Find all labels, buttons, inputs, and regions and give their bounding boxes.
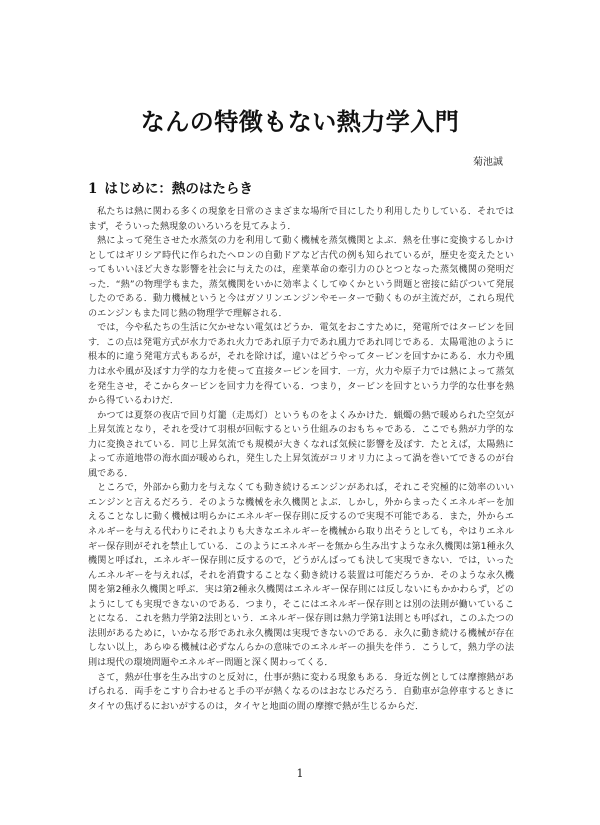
paragraph: 熱によって発生させた水蒸気の力を利用して動く機械を蒸気機関とよぶ．熱を仕事に変換するしかけとしてはギリシア時代に作られたヘロンの自動ドアなど古代の例も知られているが，歴史を変えたといってもいいほど大きな影響を社会に与えたのは，産業革命の牽引力のひとつとなった蒸気機関の発明だった．“熱”の物理学もまた，蒸気機関をいかに効率よくしてゆくかという問題と密接に結びついて発展したのである．動力機械というと今はガソリンエンジンやモーターで動くものが主流だが，これら現代のエンジンもまた同じ熱の物理学で理解される． bbox=[88, 236, 514, 319]
body-text bbox=[88, 205, 514, 714]
paragraph: 私たちは熱に関わる多くの現象を日常のさまざまな場所で目にしたり利用したりしている．それではまず，そういった熱現象のいろいろを見てみよう． bbox=[88, 207, 514, 232]
paragraph: かつては夏祭の夜店で回り灯籠（走馬灯）というものをよくみかけた．蝋燭の熱で暖められた空気が上昇気流となり，それを受けて羽根が回転するという仕組みのおもちゃである．ここでも熱が力学的な力に変換されている．同じ上昇気流でも規模が大きくなれば気候に影響を及ぼす．たとえば，太陽熱によって赤道地帯の海水面が暖められ，発生した上昇気流がコリオリ力によって渦を巻いてできるのが台風である． bbox=[88, 410, 514, 479]
paragraph: さて，熱が仕事を生み出すのと反対に，仕事が熱に変わる現象もある．身近な例としては摩擦熱があげられる．両手をこすり合わせると手の平が熱くなるのはおなじみだろう．自動車が急停車するときにタイヤの焦げるにおいがするのは，タイヤと地面の間の摩擦で熱が生じるからだ． bbox=[88, 672, 514, 712]
paragraph: ところで，外部から動力を与えなくても動き続けるエンジンがあれば，それこそ究極的に効率のいいエンジンと言えるだろう．そのような機械を永久機関とよぶ．しかし，外からまったくエネルギーを加えることなしに動く機械は明らかにエネルギー保存則に反するので実現不可能である．また，外からエネルギーを与える代わりにそれよりも大きなエネルギーを機械から取り出そうとしても，やはりエネルギー保存則がそれを禁止している．このようにエネルギーを無から生み出すような永久機関は第1種永久機関と呼ばれ，エネルギー保存則に反するので，どうがんばっても決して実現できない．では，いったんエネルギーを与えれば，それを消費することなく動き続ける装置は可能だろうか．そのような永久機関を第2種永久機関と呼ぶ．実は第2種永久機関はエネルギー保存則には反しないにもかかわらず，どのようにしても実現できないのである．つまり，そこにはエネルギー保存則とは別の法則が働いていることになる．これを熱力学第2法則という．エネルギー保存則は熱力学第1法則とも呼ばれ，このふたつの法則があるために，いかなる形であれ永久機関は実現できないのである．永久に動き続ける機械が存在しない以上，あらゆる機械は必ずなんらかの意味でのエネルギーの損失を伴う．こうして，熱力学の法則は現代の環境問題やエネルギー問題と深く関わってくる． bbox=[88, 483, 514, 668]
author-name: 菊池誠 bbox=[473, 157, 503, 168]
section-title: はじめに：熱のはたらき bbox=[104, 181, 253, 197]
paragraph: では，今や私たちの生活に欠かせない電気はどうか．電気をおこすために，発電所ではタービンを回す．この点は発電方式が水力であれ火力であれ原子力であれ風力であれ同じである．太陽電池のように根本的に違う発電方式もあるが，それを除けば，違いはどうやってタービンを回すかにある．水力や風力は水や風が及ぼす力学的な力を使って直接タービンを回す．一方，火力や原子力では熱によって蒸気を発生させ，そこからタービンを回す力を得ている．つまり，タービンを回すという力学的な仕事を熱から得ているわけだ． bbox=[88, 323, 514, 407]
document-title: なんの特徴もない熱力学入門 bbox=[140, 108, 460, 136]
section-number: 1 bbox=[88, 181, 98, 197]
page-number: 1 bbox=[296, 767, 304, 780]
section-heading bbox=[88, 177, 253, 197]
